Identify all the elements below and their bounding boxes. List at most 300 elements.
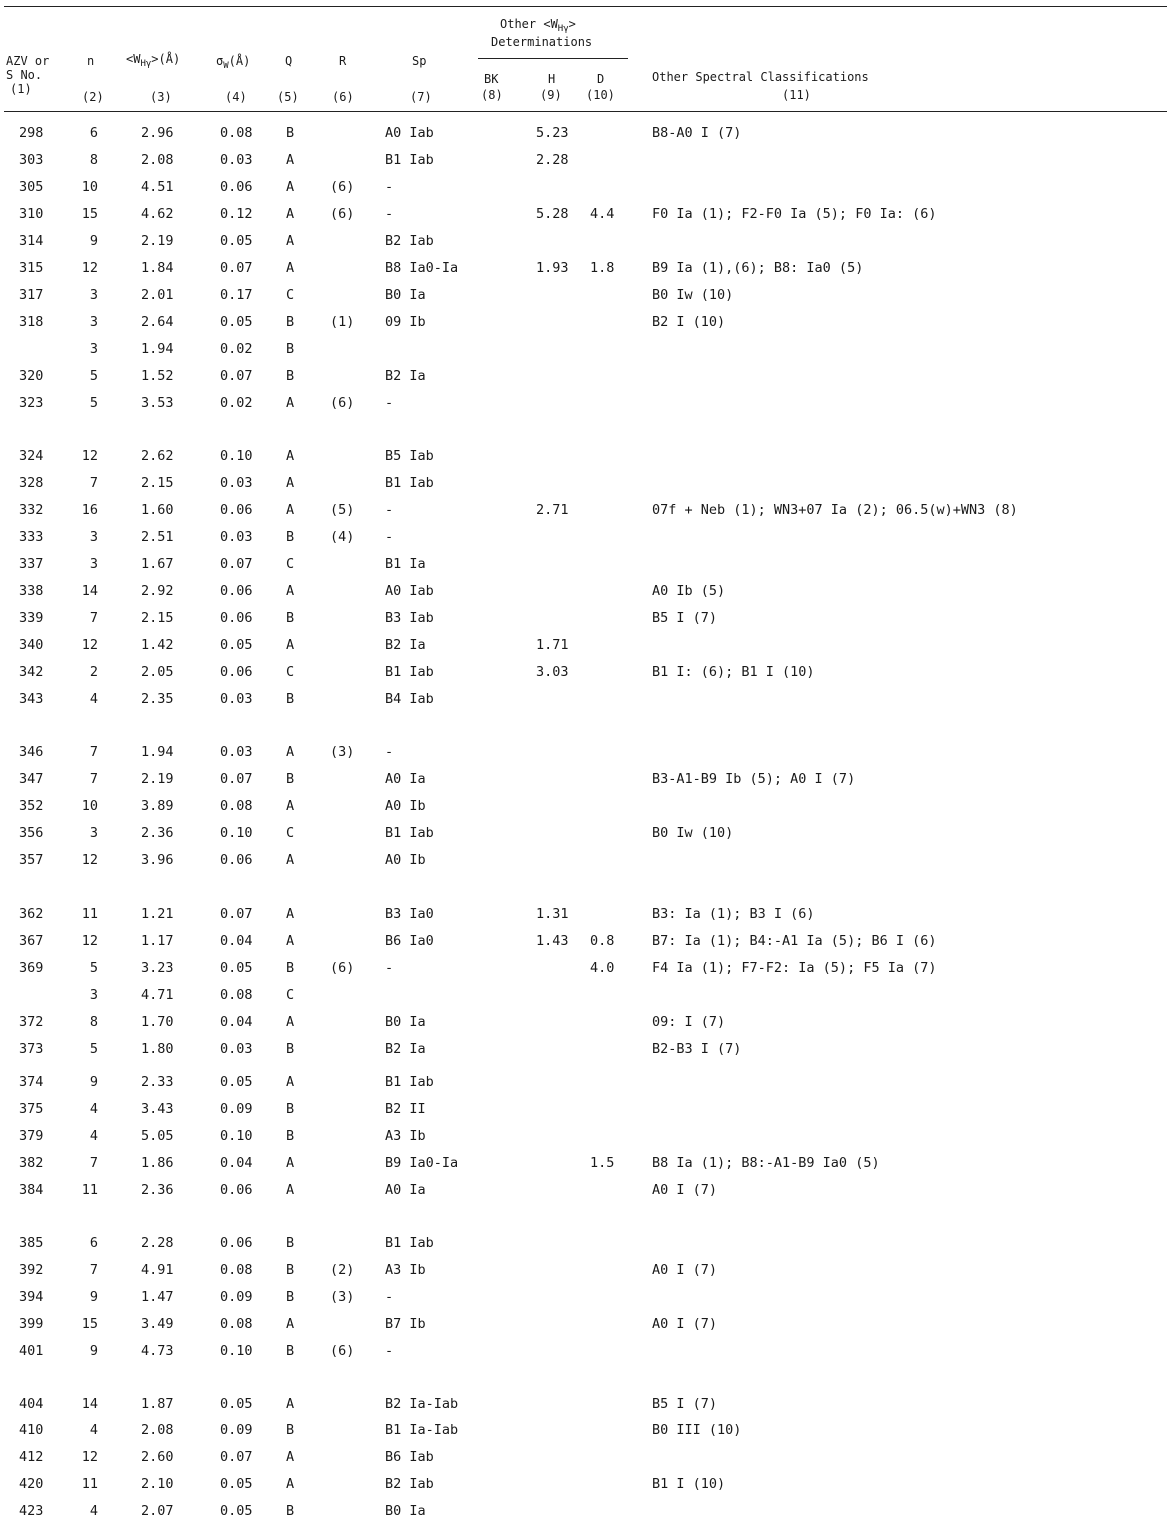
sigma-cell: 0.05 — [220, 1503, 253, 1519]
azv-cell: 401 — [19, 1343, 44, 1359]
sigma-cell: 0.07 — [220, 260, 253, 276]
n-cell: 10 — [81, 179, 98, 195]
header-sigma-unit: (Å) — [228, 54, 251, 68]
r-cell: (6) — [330, 960, 355, 976]
azv-cell: 352 — [19, 798, 44, 814]
azv-cell: 375 — [19, 1101, 44, 1117]
sp-cell: B3 Iab — [385, 610, 434, 626]
n-cell: 12 — [81, 1449, 98, 1465]
other-classification-cell: B8-A0 I (7) — [652, 125, 742, 141]
sigma-cell: 0.06 — [220, 179, 253, 195]
q-cell: A — [286, 933, 295, 949]
sigma-cell: 0.05 — [220, 1396, 253, 1412]
other-classification-cell: A0 I (7) — [652, 1262, 718, 1278]
n-cell: 9 — [89, 1074, 98, 1090]
n-cell: 3 — [89, 287, 98, 303]
w-cell: 2.07 — [141, 1503, 174, 1519]
header-d: D — [597, 72, 605, 86]
azv-cell: 356 — [19, 825, 44, 841]
header-n: n — [87, 54, 95, 68]
sigma-cell: 0.07 — [220, 1449, 253, 1465]
header-azv-line2: S No. — [6, 68, 43, 82]
q-cell: B — [286, 125, 295, 141]
sp-cell: - — [385, 502, 394, 518]
n-cell: 3 — [89, 987, 98, 1003]
w-cell: 2.15 — [141, 475, 174, 491]
q-cell: B — [286, 1235, 295, 1251]
sigma-cell: 0.09 — [220, 1422, 253, 1438]
azv-cell: 384 — [19, 1182, 44, 1198]
sigma-cell: 0.06 — [220, 852, 253, 868]
azv-cell: 362 — [19, 906, 44, 922]
n-cell: 9 — [89, 233, 98, 249]
sigma-cell: 0.07 — [220, 771, 253, 787]
q-cell: A — [286, 1074, 295, 1090]
header-sp-num: (7) — [410, 90, 432, 104]
sigma-cell: 0.09 — [220, 1101, 253, 1117]
header-r: R — [339, 54, 347, 68]
q-cell: C — [286, 987, 295, 1003]
header-bk-num: (8) — [481, 88, 503, 102]
azv-cell: 369 — [19, 960, 44, 976]
azv-cell: 373 — [19, 1041, 44, 1057]
azv-cell: 320 — [19, 368, 44, 384]
azv-cell: 423 — [19, 1503, 44, 1519]
sp-cell: B1 Ia-Iab — [385, 1422, 459, 1438]
azv-cell: 340 — [19, 637, 44, 653]
h-cell: 3.03 — [536, 664, 569, 680]
other-classification-cell: B0 III (10) — [652, 1422, 742, 1438]
top-rule — [4, 6, 1167, 7]
w-cell: 1.94 — [141, 744, 174, 760]
n-cell: 5 — [89, 395, 98, 411]
w-cell: 2.08 — [141, 152, 174, 168]
n-cell: 15 — [81, 206, 98, 222]
n-cell: 5 — [89, 368, 98, 384]
other-classification-cell: A0 I (7) — [652, 1316, 718, 1332]
sp-cell: - — [385, 960, 394, 976]
q-cell: A — [286, 1396, 295, 1412]
w-cell: 1.60 — [141, 502, 174, 518]
w-cell: 1.47 — [141, 1289, 174, 1305]
other-classification-cell: B7: Ia (1); B4:-A1 Ia (5); B6 I (6) — [652, 933, 937, 949]
w-cell: 1.67 — [141, 556, 174, 572]
q-cell: B — [286, 1503, 295, 1519]
q-cell: B — [286, 1041, 295, 1057]
q-cell: A — [286, 906, 295, 922]
sigma-cell: 0.07 — [220, 556, 253, 572]
n-cell: 11 — [81, 1182, 98, 1198]
azv-cell: 367 — [19, 933, 44, 949]
sp-cell: B1 Ia — [385, 556, 426, 572]
header-d-num: (10) — [586, 88, 615, 102]
w-cell: 2.19 — [141, 771, 174, 787]
azv-cell: 372 — [19, 1014, 44, 1030]
sigma-cell: 0.10 — [220, 1343, 253, 1359]
sigma-cell: 0.08 — [220, 125, 253, 141]
r-cell: (6) — [330, 206, 355, 222]
d-cell: 1.5 — [590, 1155, 615, 1171]
sp-cell: B9 Ia0-Ia — [385, 1155, 459, 1171]
sigma-cell: 0.08 — [220, 1262, 253, 1278]
sigma-cell: 0.06 — [220, 502, 253, 518]
r-cell: (1) — [330, 314, 355, 330]
w-cell: 3.53 — [141, 395, 174, 411]
w-cell: 2.35 — [141, 691, 174, 707]
w-cell: 2.96 — [141, 125, 174, 141]
q-cell: A — [286, 502, 295, 518]
n-cell: 8 — [89, 1014, 98, 1030]
q-cell: B — [286, 691, 295, 707]
sp-cell: B8 Ia0-Ia — [385, 260, 459, 276]
h-cell: 1.31 — [536, 906, 569, 922]
azv-cell: 318 — [19, 314, 44, 330]
h-cell: 2.71 — [536, 502, 569, 518]
n-cell: 5 — [89, 960, 98, 976]
other-classification-cell: B2-B3 I (7) — [652, 1041, 742, 1057]
sp-cell: - — [385, 1343, 394, 1359]
q-cell: A — [286, 233, 295, 249]
sigma-cell: 0.12 — [220, 206, 253, 222]
q-cell: A — [286, 1316, 295, 1332]
sp-cell: B3 Ia0 — [385, 906, 434, 922]
header-azv-num: (1) — [10, 82, 32, 96]
sp-cell: A0 Iab — [385, 583, 434, 599]
azv-cell: 339 — [19, 610, 44, 626]
azv-cell: 303 — [19, 152, 44, 168]
sp-cell: B2 Iab — [385, 1476, 434, 1492]
w-cell: 4.91 — [141, 1262, 174, 1278]
sp-cell: B1 Iab — [385, 475, 434, 491]
sigma-cell: 0.10 — [220, 448, 253, 464]
sigma-cell: 0.02 — [220, 395, 253, 411]
q-cell: A — [286, 260, 295, 276]
n-cell: 11 — [81, 1476, 98, 1492]
q-cell: B — [286, 1128, 295, 1144]
other-classification-cell: B0 Iw (10) — [652, 287, 734, 303]
n-cell: 8 — [89, 152, 98, 168]
n-cell: 12 — [81, 852, 98, 868]
azv-cell: 314 — [19, 233, 44, 249]
sigma-cell: 0.03 — [220, 475, 253, 491]
h-cell: 5.23 — [536, 125, 569, 141]
sigma-cell: 0.06 — [220, 664, 253, 680]
w-cell: 3.23 — [141, 960, 174, 976]
azv-cell: 317 — [19, 287, 44, 303]
sigma-cell: 0.03 — [220, 744, 253, 760]
w-cell: 4.73 — [141, 1343, 174, 1359]
sigma-cell: 0.06 — [220, 610, 253, 626]
header-n-num: (2) — [82, 90, 104, 104]
azv-cell: 382 — [19, 1155, 44, 1171]
other-classification-cell: 09: I (7) — [652, 1014, 726, 1030]
sp-cell: A0 Ia — [385, 1182, 426, 1198]
header-other-end: > — [568, 17, 576, 31]
w-cell: 2.19 — [141, 233, 174, 249]
n-cell: 3 — [89, 314, 98, 330]
sigma-cell: 0.03 — [220, 1041, 253, 1057]
sigma-cell: 0.08 — [220, 987, 253, 1003]
sp-cell: - — [385, 529, 394, 545]
sigma-cell: 0.03 — [220, 152, 253, 168]
azv-cell: 332 — [19, 502, 44, 518]
sigma-cell: 0.04 — [220, 1155, 253, 1171]
q-cell: B — [286, 1101, 295, 1117]
header-sigma-label: σ — [216, 54, 224, 68]
w-cell: 2.33 — [141, 1074, 174, 1090]
w-cell: 4.51 — [141, 179, 174, 195]
other-classification-cell: B1 I (10) — [652, 1476, 726, 1492]
sigma-cell: 0.09 — [220, 1289, 253, 1305]
q-cell: B — [286, 610, 295, 626]
sp-cell: A0 Ib — [385, 852, 426, 868]
header-other-line1 — [500, 17, 576, 36]
n-cell: 4 — [89, 1503, 98, 1519]
header-sp: Sp — [412, 54, 427, 68]
header-sigma-sub: W — [223, 61, 229, 71]
n-cell: 12 — [81, 933, 98, 949]
sigma-cell: 0.06 — [220, 583, 253, 599]
w-cell: 2.08 — [141, 1422, 174, 1438]
w-cell: 1.42 — [141, 637, 174, 653]
azv-cell: 379 — [19, 1128, 44, 1144]
n-cell: 12 — [81, 448, 98, 464]
h-cell: 5.28 — [536, 206, 569, 222]
other-classification-cell: B3: Ia (1); B3 I (6) — [652, 906, 815, 922]
r-cell: (3) — [330, 744, 355, 760]
q-cell: A — [286, 448, 295, 464]
n-cell: 5 — [89, 1041, 98, 1057]
w-cell: 2.10 — [141, 1476, 174, 1492]
q-cell: B — [286, 368, 295, 384]
header-sigma — [216, 54, 250, 73]
n-cell: 14 — [81, 1396, 98, 1412]
h-cell: 1.71 — [536, 637, 569, 653]
sp-cell: B1 Iab — [385, 1074, 434, 1090]
h-cell: 2.28 — [536, 152, 569, 168]
n-cell: 11 — [81, 906, 98, 922]
other-classification-cell: A0 I (7) — [652, 1182, 718, 1198]
azv-cell: 328 — [19, 475, 44, 491]
sp-cell: B6 Ia0 — [385, 933, 434, 949]
q-cell: A — [286, 1182, 295, 1198]
sigma-cell: 0.05 — [220, 960, 253, 976]
w-cell: 1.94 — [141, 341, 174, 357]
w-cell: 1.80 — [141, 1041, 174, 1057]
n-cell: 7 — [89, 1155, 98, 1171]
w-cell: 2.92 — [141, 583, 174, 599]
sp-cell: - — [385, 206, 394, 222]
n-cell: 7 — [89, 744, 98, 760]
sp-cell: B2 Ia — [385, 1041, 426, 1057]
sigma-cell: 0.17 — [220, 287, 253, 303]
other-classification-cell: B2 I (10) — [652, 314, 726, 330]
azv-cell: 404 — [19, 1396, 44, 1412]
header-w-unit: >(Å) — [151, 52, 181, 66]
sp-cell: B2 Ia-Iab — [385, 1396, 459, 1412]
azv-cell: 347 — [19, 771, 44, 787]
q-cell: A — [286, 395, 295, 411]
r-cell: (6) — [330, 395, 355, 411]
q-cell: B — [286, 1422, 295, 1438]
header-sigma-num: (4) — [225, 90, 247, 104]
n-cell: 9 — [89, 1289, 98, 1305]
other-classification-cell: 07f + Neb (1); WN3+07 Ia (2); 06.5(w)+WN3 (8) — [652, 502, 1018, 518]
determinations-rule — [478, 58, 628, 59]
q-cell: A — [286, 637, 295, 653]
sp-cell: B0 Ia — [385, 1503, 426, 1519]
r-cell: (3) — [330, 1289, 355, 1305]
sigma-cell: 0.04 — [220, 933, 253, 949]
w-cell: 1.86 — [141, 1155, 174, 1171]
n-cell: 3 — [89, 825, 98, 841]
sp-cell: 09 Ib — [385, 314, 426, 330]
r-cell: (6) — [330, 1343, 355, 1359]
sp-cell: B2 Ia — [385, 637, 426, 653]
sp-cell: A0 Iab — [385, 125, 434, 141]
n-cell: 4 — [89, 1128, 98, 1144]
sp-cell: B0 Ia — [385, 287, 426, 303]
q-cell: A — [286, 179, 295, 195]
sigma-cell: 0.06 — [220, 1182, 253, 1198]
q-cell: A — [286, 744, 295, 760]
other-classification-cell: B5 I (7) — [652, 1396, 718, 1412]
h-cell: 1.93 — [536, 260, 569, 276]
q-cell: A — [286, 798, 295, 814]
header-other-sub: Hγ — [557, 24, 569, 34]
azv-cell: 324 — [19, 448, 44, 464]
sp-cell: - — [385, 395, 394, 411]
q-cell: B — [286, 771, 295, 787]
q-cell: A — [286, 206, 295, 222]
d-cell: 1.8 — [590, 260, 615, 276]
header-w-sub: Hγ — [140, 59, 152, 69]
other-classification-cell: B5 I (7) — [652, 610, 718, 626]
w-cell: 2.01 — [141, 287, 174, 303]
azv-cell: 338 — [19, 583, 44, 599]
q-cell: A — [286, 475, 295, 491]
header-rule — [4, 111, 1167, 112]
w-cell: 2.36 — [141, 825, 174, 841]
w-cell: 3.43 — [141, 1101, 174, 1117]
n-cell: 12 — [81, 260, 98, 276]
azv-cell: 346 — [19, 744, 44, 760]
n-cell: 12 — [81, 637, 98, 653]
w-cell: 2.36 — [141, 1182, 174, 1198]
sp-cell: - — [385, 1289, 394, 1305]
w-cell: 1.84 — [141, 260, 174, 276]
header-other-text: Other <W — [500, 17, 558, 31]
sp-cell: A3 Ib — [385, 1262, 426, 1278]
r-cell: (2) — [330, 1262, 355, 1278]
q-cell: A — [286, 1155, 295, 1171]
header-r-num: (6) — [332, 90, 354, 104]
azv-cell: 298 — [19, 125, 44, 141]
header-other-spectral: Other Spectral Classifications — [652, 70, 869, 84]
sigma-cell: 0.02 — [220, 341, 253, 357]
header-q-num: (5) — [277, 90, 299, 104]
sigma-cell: 0.10 — [220, 1128, 253, 1144]
sp-cell: B7 Ib — [385, 1316, 426, 1332]
sigma-cell: 0.08 — [220, 1316, 253, 1332]
sp-cell: A0 Ib — [385, 798, 426, 814]
azv-cell: 357 — [19, 852, 44, 868]
w-cell: 2.64 — [141, 314, 174, 330]
w-cell: 2.05 — [141, 664, 174, 680]
w-cell: 5.05 — [141, 1128, 174, 1144]
other-classification-cell: B3-A1-B9 Ib (5); A0 I (7) — [652, 771, 856, 787]
azv-cell: 323 — [19, 395, 44, 411]
header-azv-line1: AZV or — [6, 54, 50, 68]
n-cell: 15 — [81, 1316, 98, 1332]
azv-cell: 410 — [19, 1422, 44, 1438]
azv-cell: 374 — [19, 1074, 44, 1090]
h-cell: 1.43 — [536, 933, 569, 949]
azv-cell: 305 — [19, 179, 44, 195]
r-cell: (6) — [330, 179, 355, 195]
sp-cell: A0 Ia — [385, 771, 426, 787]
w-cell: 1.52 — [141, 368, 174, 384]
n-cell: 7 — [89, 475, 98, 491]
header-bk: BK — [484, 72, 499, 86]
sp-cell: B2 II — [385, 1101, 426, 1117]
sigma-cell: 0.05 — [220, 1476, 253, 1492]
other-classification-cell: B1 I: (6); B1 I (10) — [652, 664, 815, 680]
q-cell: C — [286, 556, 295, 572]
n-cell: 7 — [89, 610, 98, 626]
sp-cell: B6 Iab — [385, 1449, 434, 1465]
sigma-cell: 0.06 — [220, 1235, 253, 1251]
n-cell: 6 — [89, 125, 98, 141]
q-cell: B — [286, 1262, 295, 1278]
n-cell: 9 — [89, 1343, 98, 1359]
n-cell: 3 — [89, 556, 98, 572]
w-cell: 1.70 — [141, 1014, 174, 1030]
sigma-cell: 0.03 — [220, 691, 253, 707]
q-cell: A — [286, 1449, 295, 1465]
header-other-spectral-num: (11) — [782, 88, 811, 102]
sp-cell: - — [385, 179, 394, 195]
w-cell: 4.71 — [141, 987, 174, 1003]
header-q: Q — [285, 54, 293, 68]
other-classification-cell: B8 Ia (1); B8:-A1-B9 Ia0 (5) — [652, 1155, 880, 1171]
n-cell: 4 — [89, 1101, 98, 1117]
d-cell: 4.0 — [590, 960, 615, 976]
header-h: H — [548, 72, 556, 86]
azv-cell: 420 — [19, 1476, 44, 1492]
header-w-num: (3) — [150, 90, 172, 104]
q-cell: C — [286, 287, 295, 303]
w-cell: 1.87 — [141, 1396, 174, 1412]
other-classification-cell: F4 Ia (1); F7-F2: Ia (5); F5 Ia (7) — [652, 960, 937, 976]
sp-cell: B2 Iab — [385, 233, 434, 249]
q-cell: A — [286, 152, 295, 168]
header-w-label: <W — [126, 52, 141, 66]
n-cell: 14 — [81, 583, 98, 599]
n-cell: 3 — [89, 529, 98, 545]
sp-cell: B4 Iab — [385, 691, 434, 707]
azv-cell: 399 — [19, 1316, 44, 1332]
azv-cell: 394 — [19, 1289, 44, 1305]
sp-cell: B5 Iab — [385, 448, 434, 464]
azv-cell: 337 — [19, 556, 44, 572]
other-classification-cell: B0 Iw (10) — [652, 825, 734, 841]
n-cell: 4 — [89, 691, 98, 707]
q-cell: A — [286, 1476, 295, 1492]
sp-cell: B0 Ia — [385, 1014, 426, 1030]
w-cell: 2.15 — [141, 610, 174, 626]
w-cell: 1.17 — [141, 933, 174, 949]
